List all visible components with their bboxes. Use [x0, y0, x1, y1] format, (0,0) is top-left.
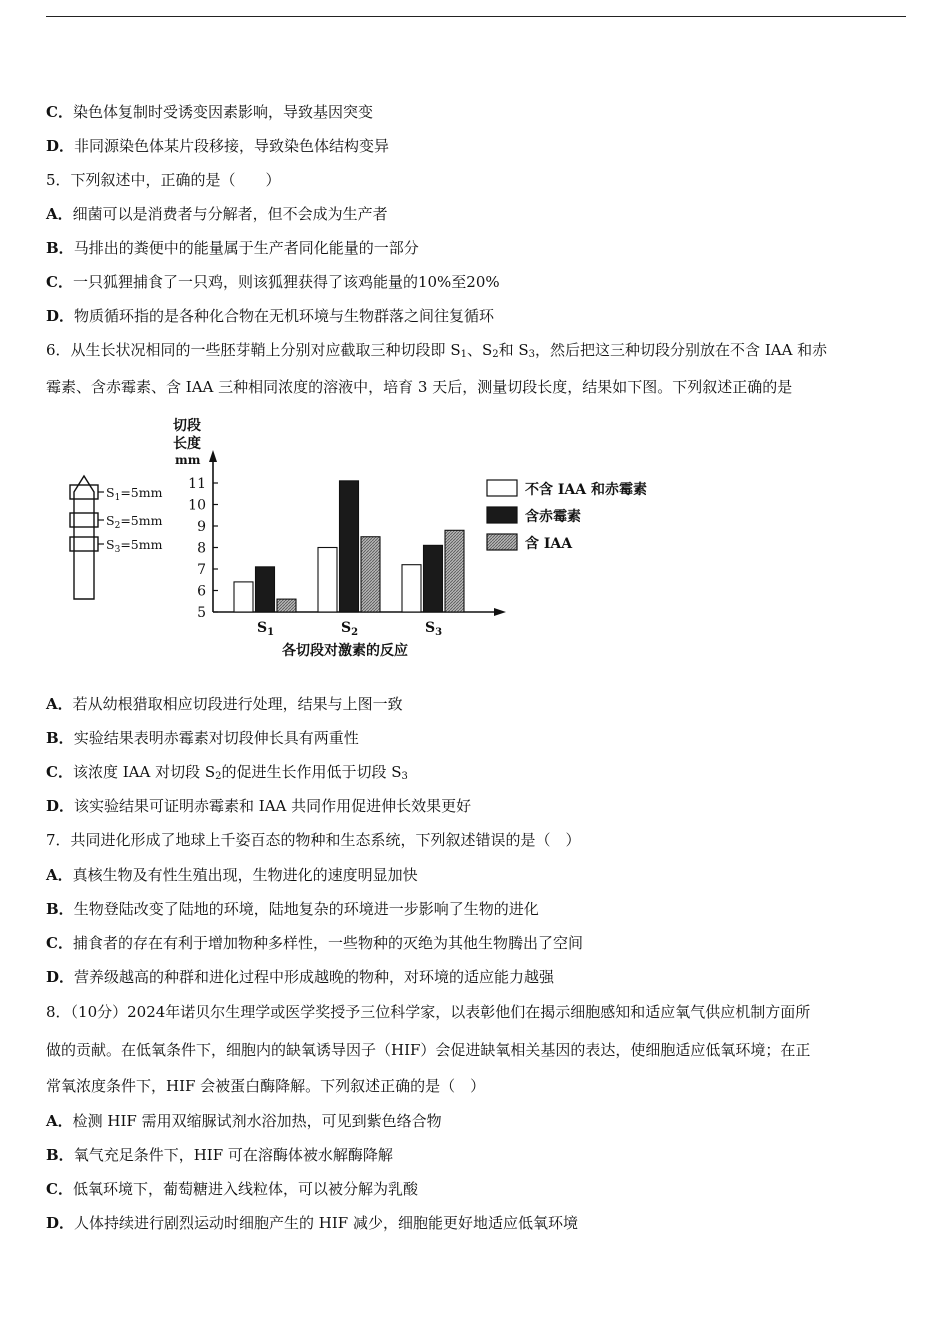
q6-option-c: C．该浓度 IAA 对切段 $S_2$的促进生长作用低于切段 $S_3$ — [46, 763, 408, 782]
q4-option-d: D．非同源染色体某片段移接，导致染色体结构变异 — [46, 137, 390, 155]
bar-S1-series2 — [256, 567, 275, 612]
x-category-label: $S_3$ — [425, 620, 443, 638]
segment-label-s1: $S_1=5mm$ — [106, 485, 163, 503]
bar-S3-series1 — [402, 565, 421, 612]
q6-option-b: B．实验结果表明赤霉素对切段伸长具有两重性 — [46, 729, 359, 747]
q7-option-c: C．捕食者的存在有利于增加物种多样性，一些物种的灭绝为其他生物腾出了空间 — [46, 934, 583, 952]
bar-S3-series2 — [424, 545, 443, 612]
y-axis-title-unit: mm — [175, 453, 201, 467]
q8-option-a: A．检测 HIF 需用双缩脲试剂水浴加热，可见到紫色络合物 — [46, 1112, 442, 1130]
y-tick-label: 11 — [188, 476, 206, 492]
y-tick-label: 8 — [197, 540, 206, 557]
legend-swatch-ga — [487, 507, 517, 523]
y-tick-label: 9 — [197, 519, 206, 535]
q6-option-d: D．该实验结果可证明赤霉素和 IAA 共同作用促进伸长效果更好 — [46, 797, 472, 815]
y-tick-label: 10 — [188, 497, 206, 514]
x-axis-title: 各切段对激素的反应 — [282, 643, 408, 659]
bars — [234, 481, 464, 612]
legend-swatch-none — [487, 480, 517, 496]
q5-option-c: C．一只狐狸捕食了一只鸡，则该狐狸获得了该鸡能量的10%至20% — [46, 273, 500, 291]
q7-stem: 7．共同进化形成了地球上千姿百态的物种和生态系统，下列叙述错误的是（ ） — [46, 831, 581, 849]
q6-stem-line2: 霉素、含赤霉素、含 IAA 三种相同浓度的溶液中，培育 3 天后，测量切段长度，结果如下图。下列叙述正确的是 — [46, 378, 793, 396]
q5-option-d: D．物质循环指的是各种化合物在无机环境与生物群落之间往复循环 — [46, 307, 495, 325]
q7-option-d: D．营养级越高的种群和进化过程中形成越晚的物种，对环境的适应能力越强 — [46, 968, 555, 986]
q5-stem: 5．下列叙述中，正确的是（ ） — [46, 171, 281, 189]
legend-label-ga: 含赤霉素 — [525, 509, 581, 525]
bar-S2-series2 — [340, 481, 359, 612]
legend-label-none: 不含 IAA 和赤霉素 — [525, 482, 648, 498]
q8-stem-line2: 做的贡献。在低氧条件下，细胞内的缺氧诱导因子（HIF）会促进缺氧相关基因的表达，使细胞适应低氧环境；在正 — [46, 1041, 811, 1059]
x-category-label: $S_1$ — [257, 620, 275, 638]
q6-stem-line1: 6．从生长状况相同的一些胚芽鞘上分别对应截取三种切段即 $S_1$、$S_2$和 $S_3$，然后把这三种切段分别放在不含 IAA 和赤 — [46, 341, 828, 360]
y-axis-title-line1: 切段 — [173, 418, 201, 434]
x-category-labels — [257, 620, 442, 638]
y-tick-label: 7 — [197, 562, 206, 578]
bar-S1-series1 — [234, 582, 253, 612]
segment-label-s2: $S_2=5mm$ — [106, 513, 163, 531]
q8-stem-line3: 常氧浓度条件下，HIF 会被蛋白酶降解。下列叙述正确的是（ ） — [46, 1077, 486, 1095]
q8-option-d: D．人体持续进行剧烈运动时细胞产生的 HIF 减少，细胞能更好地适应低氧环境 — [46, 1214, 578, 1232]
bar-S2-series3 — [361, 537, 380, 612]
legend — [487, 480, 647, 552]
y-tick-label: 6 — [197, 583, 206, 600]
q7-option-a: A．真核生物及有性生殖出现，生物进化的速度明显加快 — [46, 866, 418, 884]
q8-option-c: C．低氧环境下，葡萄糖进入线粒体，可以被分解为乳酸 — [46, 1180, 418, 1198]
bar-S3-series3 — [445, 530, 464, 612]
q6-option-a: A．若从幼根猎取相应切段进行处理，结果与上图一致 — [46, 695, 403, 713]
header-rule — [46, 16, 906, 17]
q8-stem-line1: 8．（10分）2024年诺贝尔生理学或医学奖授予三位科学家，以表彰他们在揭示细胞感知和适应氧气供应机制方面所 — [46, 1003, 811, 1021]
legend-swatch-iaa — [487, 534, 517, 550]
bar-S2-series1 — [318, 548, 337, 613]
segment-label-s3: $S_3=5mm$ — [106, 537, 163, 555]
x-category-label: $S_2$ — [341, 620, 359, 638]
q5-option-b: B．马排出的粪便中的能量属于生产者同化能量的一部分 — [46, 239, 419, 257]
q7-option-b: B．生物登陆改变了陆地的环境，陆地复杂的环境进一步影响了生物的进化 — [46, 900, 539, 918]
coleoptile-diagram — [70, 476, 163, 599]
y-tick-label: 5 — [197, 605, 206, 621]
bar-S1-series3 — [277, 599, 296, 612]
q5-option-a: A．细菌可以是消费者与分解者，但不会成为生产者 — [46, 205, 388, 223]
q6-bar-chart — [60, 412, 680, 667]
legend-label-iaa: 含 IAA — [525, 536, 573, 552]
q8-option-b: B．氧气充足条件下，HIF 可在溶酶体被水解酶降解 — [46, 1146, 393, 1164]
q4-option-c: C．染色体复制时受诱变因素影响，导致基因突变 — [46, 103, 373, 121]
y-axis-title-line2: 长度 — [173, 436, 201, 452]
